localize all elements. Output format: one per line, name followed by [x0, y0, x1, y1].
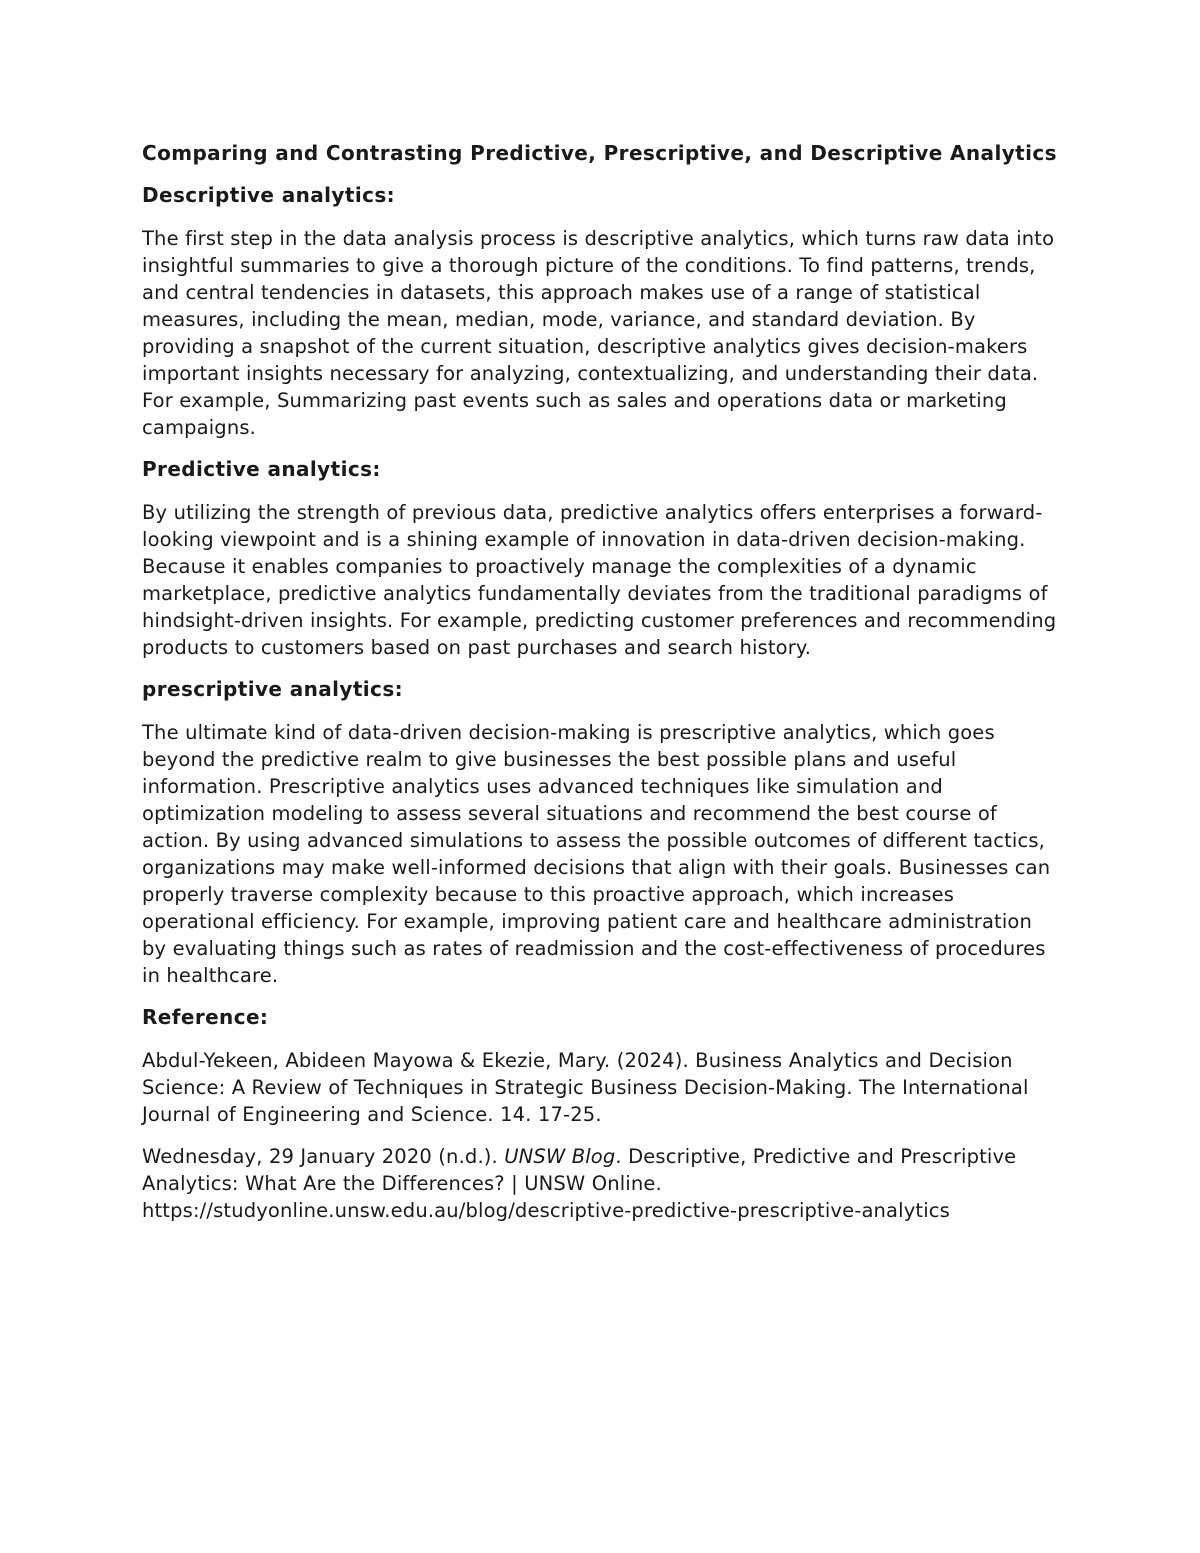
section-body-descriptive: The first step in the data analysis process is descriptive analytics, which turns raw data into insightful summaries to give a thorough picture of the conditions. To find patterns, trends, and central tendencies in datasets, this approach makes use of a range of statistical measures, including the mean, median, mode, variance, and standard deviation. By providing a snapshot of the current situation, descriptive analytics gives decision-makers important insights necessary for analyzing, contextualizing, and understanding their data. For example, Summarizing past events such as sales and operations data or marketing campaigns. [142, 227, 1055, 439]
references-heading: Reference: [142, 1005, 269, 1029]
section-heading-descriptive: Descriptive analytics: [142, 183, 396, 207]
reference-2-url[interactable]: https://studyonline.unsw.edu.au/blog/descriptive-predictive-prescriptive-analytics [142, 1199, 950, 1222]
reference-entry-1: Abdul-Yekeen, Abideen Mayowa & Ekezie, Mary. (2024). Business Analytics and Decision Science: A Review of Techniques in Strategic Business Decision-Making. The International Journal of Engineering and Science. 14. 17-25. [142, 1049, 1029, 1126]
reference-2-source: UNSW Blog [504, 1145, 616, 1168]
reference-2-suffix: . Descriptive, Predictive and Prescriptive Analytics: What Are the Differences? | UNSW Online. [142, 1145, 1017, 1195]
section-body-prescriptive: The ultimate kind of data-driven decision-making is prescriptive analytics, which goes beyond the predictive realm to give businesses the best possible plans and useful information. Prescriptive analytics uses advanced techniques like simulation and optimization modeling to assess several situations and recommend the best course of action. By using advanced simulations to assess the possible outcomes of different tactics, organizations may make well-informed decisions that align with their goals. Businesses can properly traverse complexity because to this proactive approach, which increases operational efficiency. For example, improving patient care and healthcare administration by evaluating things such as rates of readmission and the cost-effectiveness of procedures in healthcare. [142, 721, 1051, 987]
section-body-predictive: By utilizing the strength of previous data, predictive analytics offers enterprises a forward-looking viewpoint and is a shining example of innovation in data-driven decision-making. Because it enables companies to proactively manage the complexities of a dynamic marketplace, predictive analytics fundamentally deviates from the traditional paradigms of hindsight-driven insights. For example, predicting customer preferences and recommending products to customers based on past purchases and search history. [142, 501, 1057, 659]
section-predictive [142, 456, 1057, 661]
references-section [142, 1004, 1057, 1224]
section-heading-prescriptive: prescriptive analytics: [142, 677, 404, 701]
document-page [142, 140, 1057, 1239]
document-title: Comparing and Contrasting Predictive, Prescriptive, and Descriptive Analytics [142, 141, 1057, 165]
section-descriptive [142, 182, 1057, 441]
section-heading-predictive: Predictive analytics: [142, 457, 381, 481]
reference-entry-2 [142, 1143, 1057, 1224]
reference-2-prefix: Wednesday, 29 January 2020 (n.d.). [142, 1145, 505, 1168]
section-prescriptive [142, 676, 1057, 989]
